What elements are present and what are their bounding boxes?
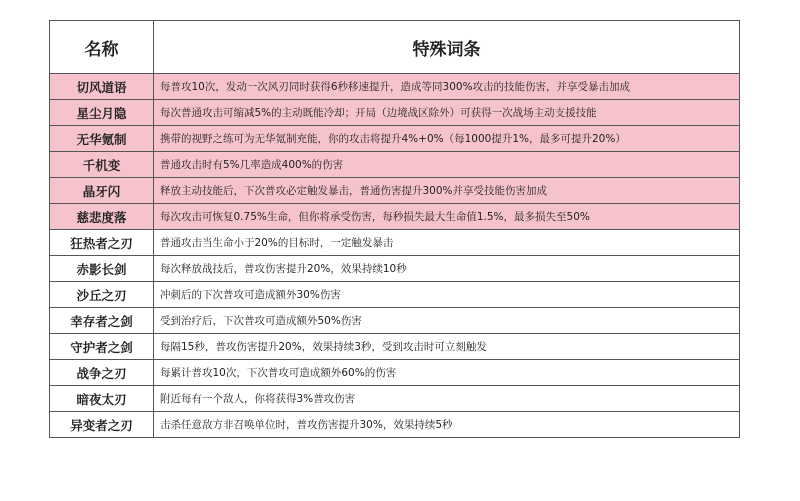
- affix-name: 暗夜太刃: [50, 386, 154, 412]
- affix-effect: 普通攻击当生命小于20%的目标时，一定触发暴击: [154, 230, 740, 256]
- affix-effect: 携带的视野之练可为无华氪制充能，你的攻击将提升4%+0%（每1000提升1%，最多可提升20%）: [154, 126, 740, 152]
- affix-effect: 释放主动技能后，下次普攻必定触发暴击，普通伤害提升300%并享受技能伤害加成: [154, 178, 740, 204]
- affix-effect: 每次释放战技后，普攻伤害提升20%，效果持续10秒: [154, 256, 740, 282]
- table-row: [50, 152, 740, 178]
- affix-name: 无华氪制: [50, 126, 154, 152]
- table-row: [50, 386, 740, 412]
- affix-name: 千机变: [50, 152, 154, 178]
- affix-effect: 附近每有一个敌人，你将获得3%普攻伤害: [154, 386, 740, 412]
- affix-effect: 受到治疗后，下次普攻可造成额外50%伤害: [154, 308, 740, 334]
- affix-name: 星尘月隐: [50, 100, 154, 126]
- affix-effect: 每次普通攻击可缩减5%的主动既能冷却；开局（边境战区除外）可获得一次战场主动支援技能: [154, 100, 740, 126]
- header-name-column: 名称: [50, 21, 154, 74]
- table-row: [50, 204, 740, 230]
- affix-effect: 每普攻10次，发动一次风刃同时获得6秒移速提升，造成等同300%攻击的技能伤害，并享受暴击加成: [154, 74, 740, 100]
- affix-name: 晶牙闪: [50, 178, 154, 204]
- table-row: [50, 178, 740, 204]
- table-row: [50, 360, 740, 386]
- table-row: [50, 282, 740, 308]
- affix-effect: 每隔15秒，普攻伤害提升20%，效果持续3秒，受到攻击时可立刻触发: [154, 334, 740, 360]
- affix-name: 慈悲度落: [50, 204, 154, 230]
- affix-name: 幸存者之剑: [50, 308, 154, 334]
- affix-effect: 冲刺后的下次普攻可造成额外30%伤害: [154, 282, 740, 308]
- table-header: [50, 21, 740, 74]
- affix-name: 沙丘之刃: [50, 282, 154, 308]
- affix-name: 赤影长剑: [50, 256, 154, 282]
- affix-name: 异变者之刃: [50, 412, 154, 438]
- table-row: [50, 412, 740, 438]
- table-row: [50, 230, 740, 256]
- affix-name: 切风道语: [50, 74, 154, 100]
- header-row: [50, 21, 740, 74]
- table-row: [50, 74, 740, 100]
- affix-name: 狂热者之刃: [50, 230, 154, 256]
- affix-name: 战争之刃: [50, 360, 154, 386]
- table-body: [50, 74, 740, 438]
- affix-name: 守护者之剑: [50, 334, 154, 360]
- affix-effect: 击杀任意敌方非召唤单位时，普攻伤害提升30%，效果持续5秒: [154, 412, 740, 438]
- table-row: [50, 308, 740, 334]
- affix-effect: 普通攻击时有5%几率造成400%的伤害: [154, 152, 740, 178]
- table-row: [50, 334, 740, 360]
- table-row: [50, 100, 740, 126]
- table-row: [50, 126, 740, 152]
- header-effect-column: 特殊词条: [154, 21, 740, 74]
- affix-effect: 每次攻击可恢复0.75%生命，但你将承受伤害，每秒损失最大生命值1.5%，最多损失至50%: [154, 204, 740, 230]
- affix-effect: 每累计普攻10次，下次普攻可造成额外60%的伤害: [154, 360, 740, 386]
- affix-table: [49, 20, 740, 438]
- table-row: [50, 256, 740, 282]
